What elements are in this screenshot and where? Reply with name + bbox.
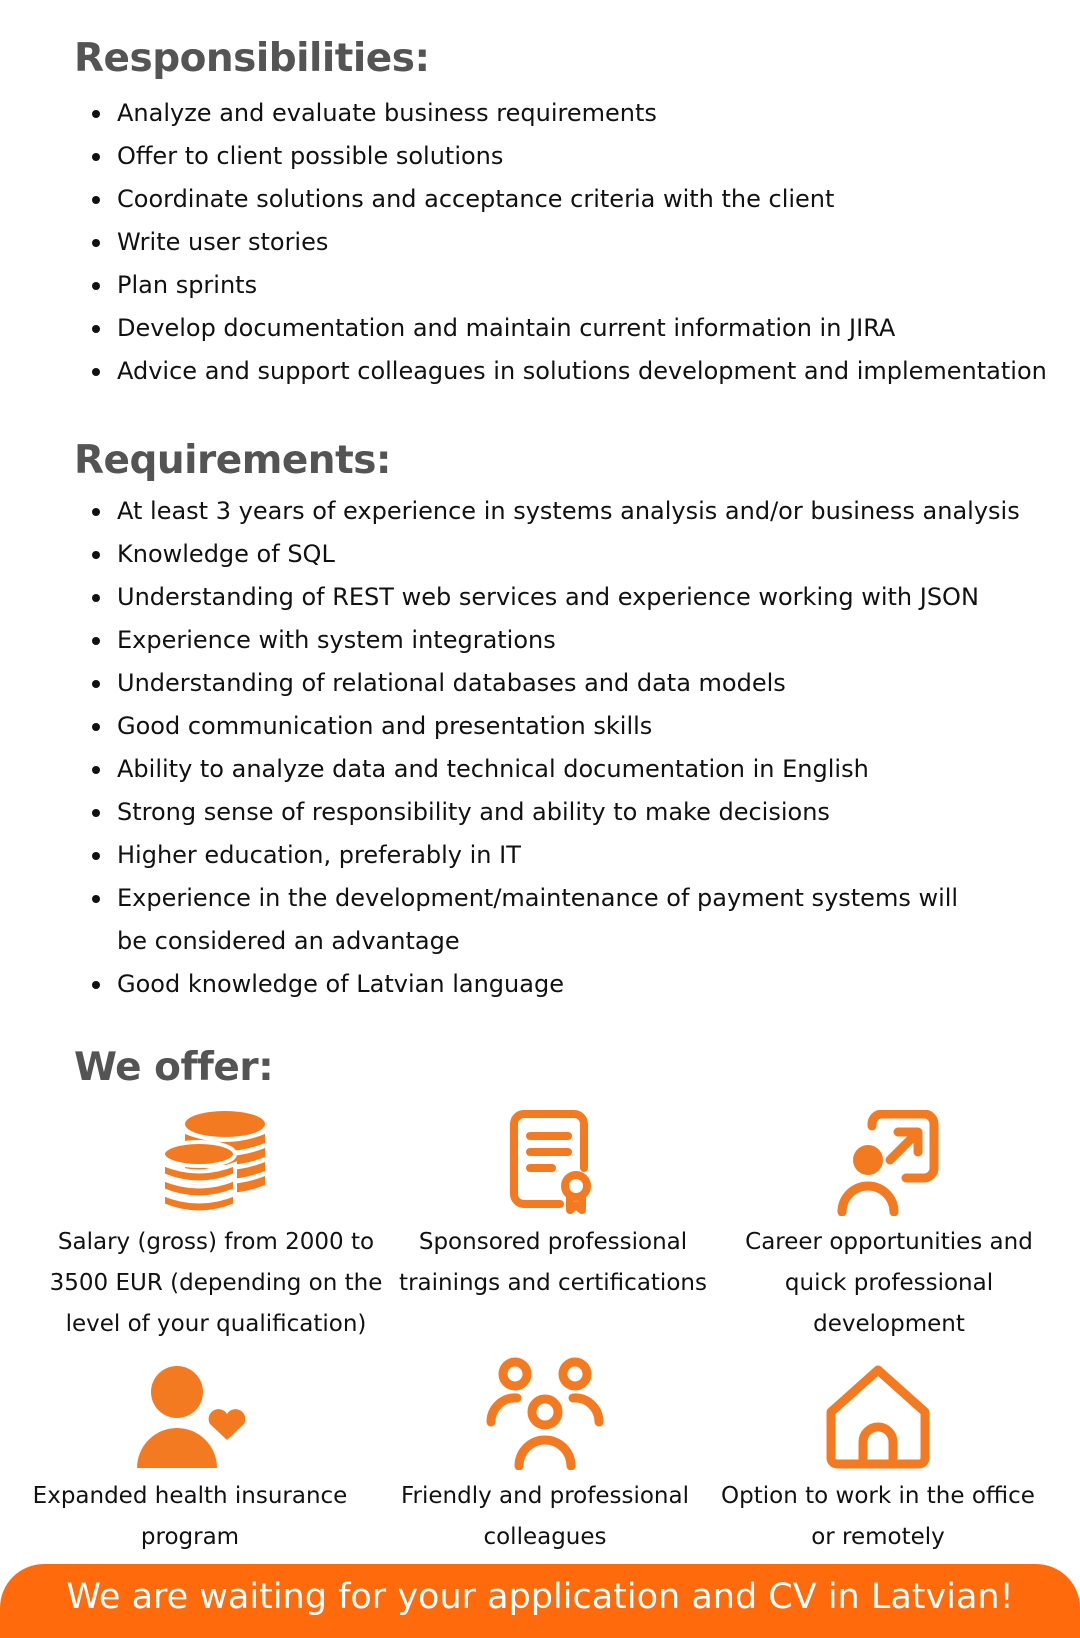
list-item: Good knowledge of Latvian language	[0, 963, 1060, 1006]
list-item: Develop documentation and maintain current information in JIRA	[0, 307, 1060, 350]
offer-caption: Career opportunities and quick professional development	[745, 1229, 1033, 1337]
home-icon	[823, 1364, 933, 1470]
offer-colleagues	[375, 1356, 715, 1558]
offer-caption: Sponsored professional trainings and certifications	[399, 1229, 707, 1296]
list-item: Understanding of REST web services and experience working with JSON	[0, 576, 1060, 619]
requirements-heading: Requirements:	[74, 438, 392, 483]
offer-training	[383, 1110, 723, 1304]
offer-heading: We offer:	[74, 1045, 274, 1090]
list-item: Plan sprints	[0, 264, 1060, 307]
responsibilities-heading: Responsibilities:	[74, 36, 430, 81]
list-item: Experience in the development/maintenance of payment systems will be considered an advantage	[0, 877, 1060, 963]
list-item: Knowledge of SQL	[0, 533, 1060, 576]
team-icon	[485, 1356, 605, 1470]
list-item: Analyze and evaluate business requirements	[0, 92, 1060, 135]
list-item: Write user stories	[0, 221, 1060, 264]
offer-health	[20, 1364, 360, 1558]
list-item: Offer to client possible solutions	[0, 135, 1060, 178]
certificate-icon	[508, 1110, 598, 1216]
list-item: Experience with system integrations	[0, 619, 1060, 662]
coins-icon	[161, 1110, 271, 1216]
requirements-list	[0, 490, 1060, 1006]
offer-caption: Option to work in the office or remotely	[721, 1483, 1035, 1550]
list-item: Higher education, preferably in IT	[0, 834, 1060, 877]
list-item: Advice and support colleagues in solutions development and implementation	[0, 350, 1060, 393]
list-item: Good communication and presentation skills	[0, 705, 1060, 748]
list-item: Ability to analyze data and technical documentation in English	[0, 748, 1060, 791]
call-to-action-banner: We are waiting for your application and CV in Latvian!	[0, 1564, 1080, 1638]
offer-career	[719, 1110, 1059, 1345]
offer-remote	[708, 1364, 1048, 1558]
responsibilities-list	[0, 92, 1060, 393]
list-item: At least 3 years of experience in systems analysis and/or business analysis	[0, 490, 1060, 533]
list-item: Strong sense of responsibility and ability to make decisions	[0, 791, 1060, 834]
list-item: Understanding of relational databases and data models	[0, 662, 1060, 705]
offer-caption: Expanded health insurance program	[32, 1483, 348, 1550]
list-item: Coordinate solutions and acceptance criteria with the client	[0, 178, 1060, 221]
career-growth-icon	[834, 1110, 944, 1216]
offer-caption: Friendly and professional colleagues	[401, 1483, 689, 1550]
health-person-heart-icon	[135, 1364, 245, 1470]
offer-caption: Salary (gross) from 2000 to 3500 EUR (depending on the level of your qualification)	[49, 1229, 383, 1337]
offer-salary	[46, 1110, 386, 1345]
